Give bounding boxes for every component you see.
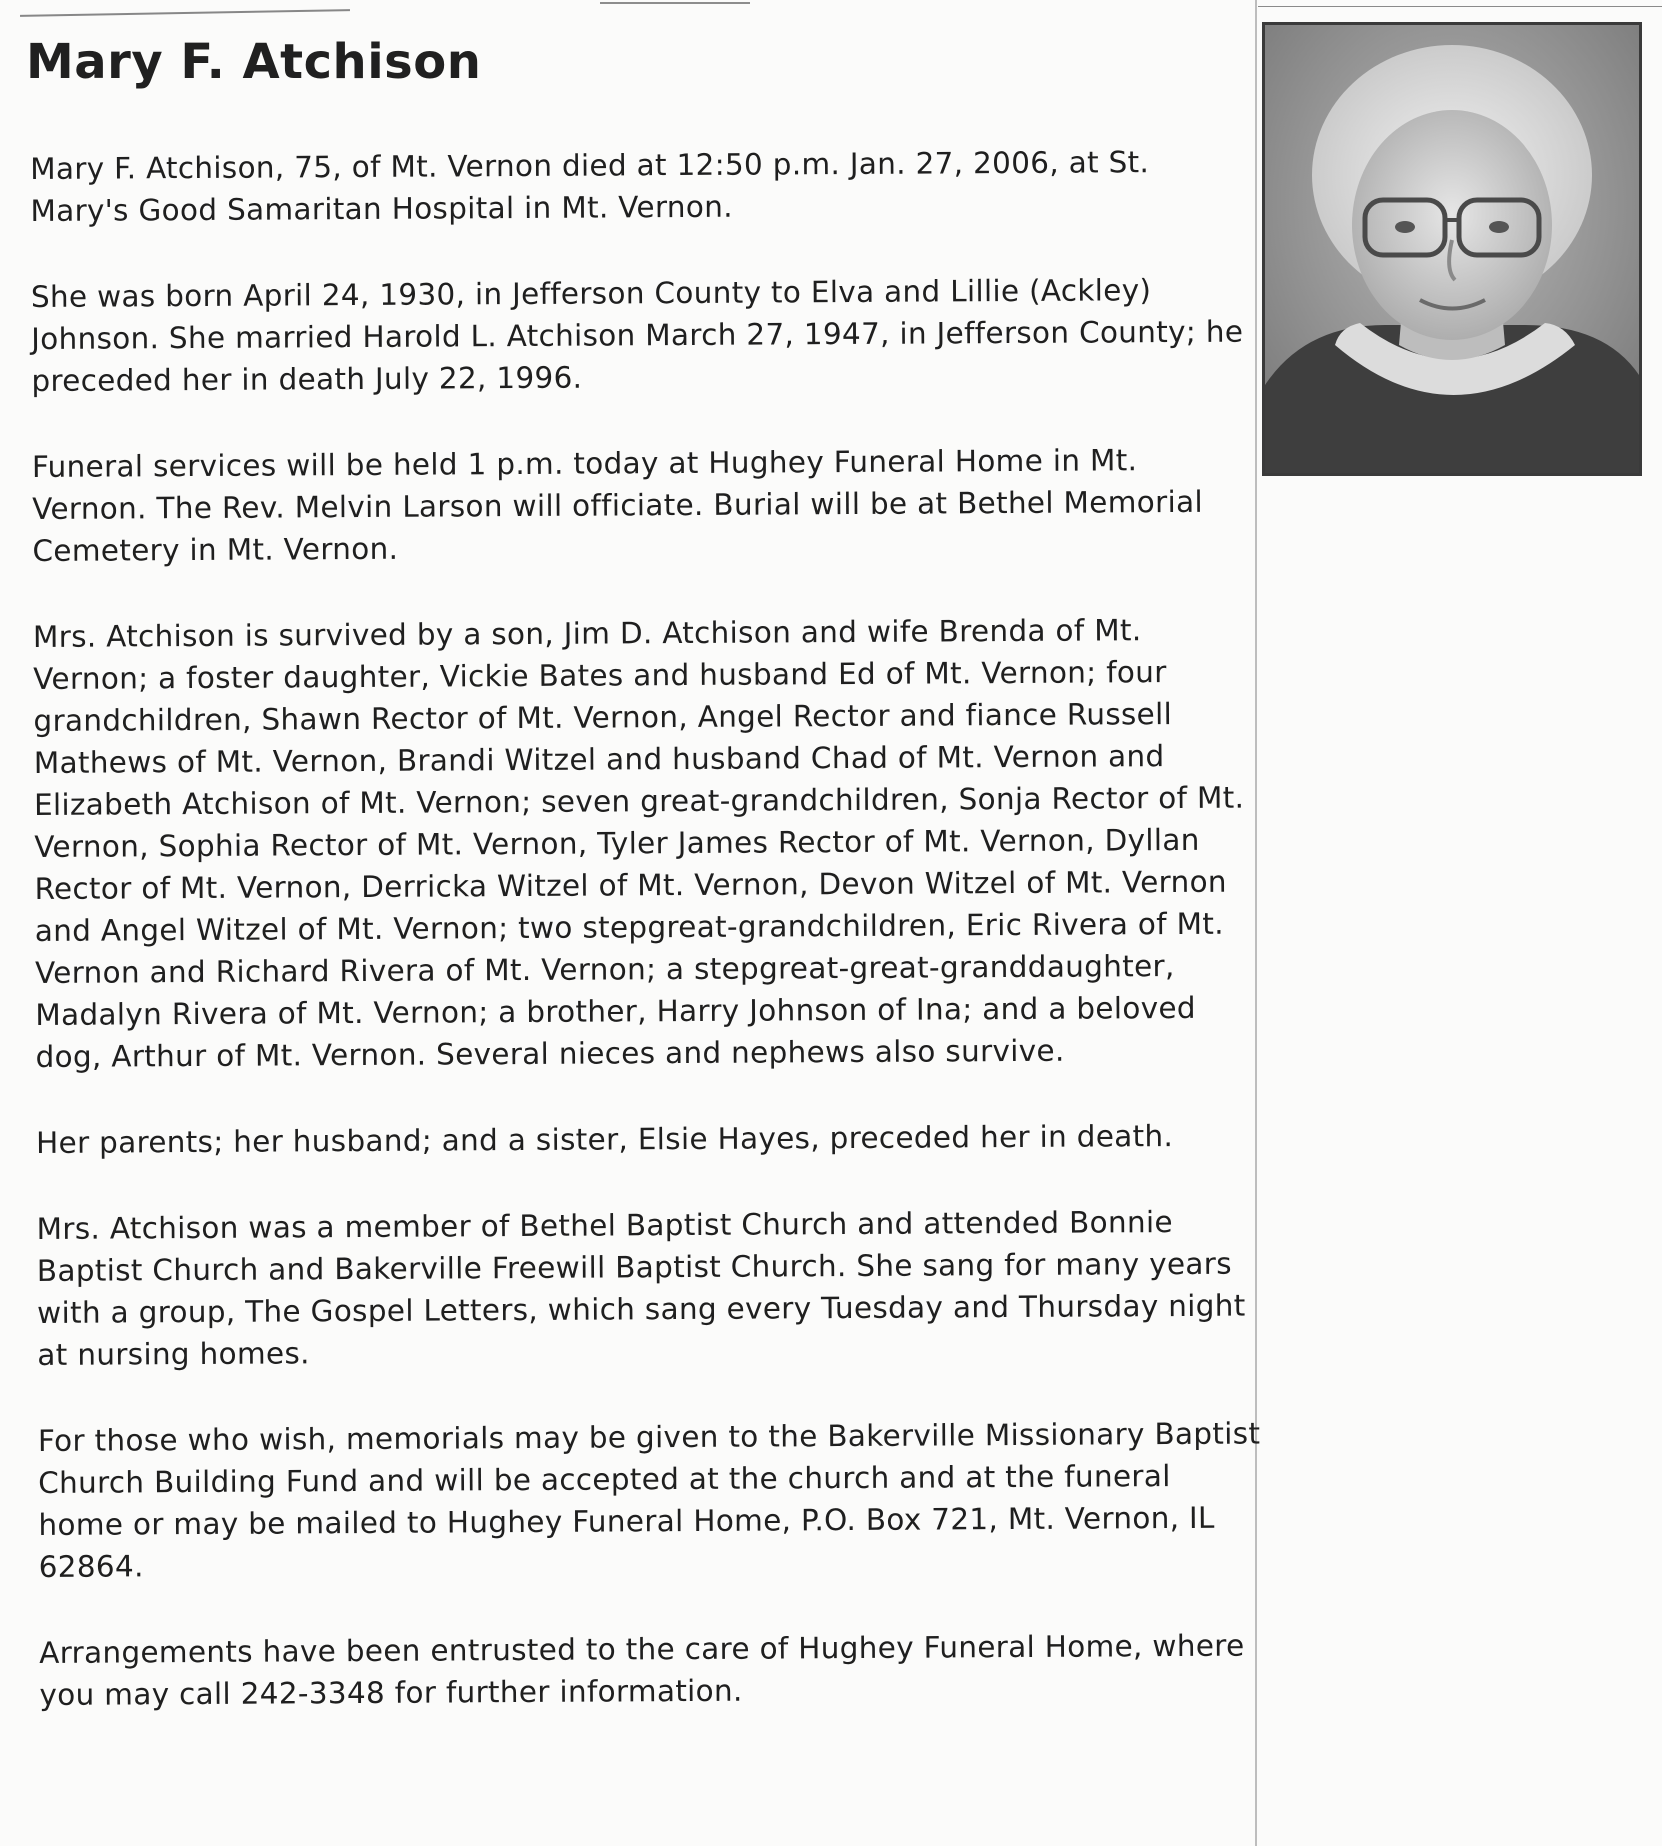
paragraph-preceded-in-death: Her parents; her husband; and a sister, Elsie Hayes, preceded her in death. [35,1119,1174,1160]
obituary-headline: Mary F. Atchison [26,34,482,90]
paragraph-memorials: For those who wish, memorials may be given to the Bakerville Missionary Baptist Church Building Fund and will be accepted at the church and at the funeral home or may be mailed to Hughey Funeral Home, P.O. Box 721, Mt. Vernon, IL 62864. [37,1416,1261,1584]
paragraph-arrangements: Arrangements have been entrusted to the care of Hughey Funeral Home, where you may call 242-3348 for further information. [39,1628,1245,1712]
paragraph-birth-marriage: She was born April 24, 1930, in Jefferson County to Elva and Lillie (Ackley) Johnson. She married Harold L. Atchison March 27, 1947, in Jefferson County; he preceded her in death July 22, 1996. [30,273,1244,398]
photo-rule [1258,6,1662,7]
obituary-body [30,141,1265,1760]
paragraph-church-membership: Mrs. Atchison was a member of Bethel Baptist Church and attended Bonnie Baptist Church and Bakerville Freewill Baptist Church. She sang for many years with a group, The Gospel Letters, which sang every Tuesday and Thursday night at nursing homes. [36,1205,1246,1372]
paragraph-death-notice: Mary F. Atchison, 75, of Mt. Vernon died at 12:50 p.m. Jan. 27, 2006, at St. Mary's Good Samaritan Hospital in Mt. Vernon. [30,145,1150,228]
portrait-photo [1262,22,1642,476]
paragraph-survivors: Mrs. Atchison is survived by a son, Jim D. Atchison and wife Brenda of Mt. Vernon; a foster daughter, Vickie Bates and husband Ed of Mt. Vernon; four grandchildren, Shawn Rector of Mt. Vernon, Angel Rector and fiance Russell Mathews of Mt. Vernon, Brandi Witzel and husband Chad of Mt. Vernon and Elizabeth Atchison of Mt. Vernon; seven great-grandchildren, Sonja Rector of Mt. Vernon, Sophia Rector of Mt. Vernon, Tyler James Rector of Mt. Vernon, Dyllan Rector of Mt. Vernon, Derricka Witzel of Mt. Vernon, Devon Witzel of Mt. Vernon and Angel Witzel of Mt. Vernon; two stepgreat-grandchildren, Eric Rivera of Mt. Vernon and Richard Rivera of Mt. Vernon; a stepgreat-great-granddaughter, Madalyn Rivera of Mt. Vernon; a brother, Harry Johnson of Ina; and a beloved dog, Arthur of Mt. Vernon. Several nieces and nephews also survive. [32,613,1245,1074]
paragraph-funeral-services: Funeral services will be held 1 p.m. today at Hughey Funeral Home in Mt. Vernon. The Rev. Melvin Larson will officiate. Burial will be at Bethel Memorial Cemetery in Mt. Vernon. [31,443,1203,568]
scan-edge-line [20,9,350,17]
portrait-image [1265,25,1639,473]
scan-edge-line [600,2,750,4]
